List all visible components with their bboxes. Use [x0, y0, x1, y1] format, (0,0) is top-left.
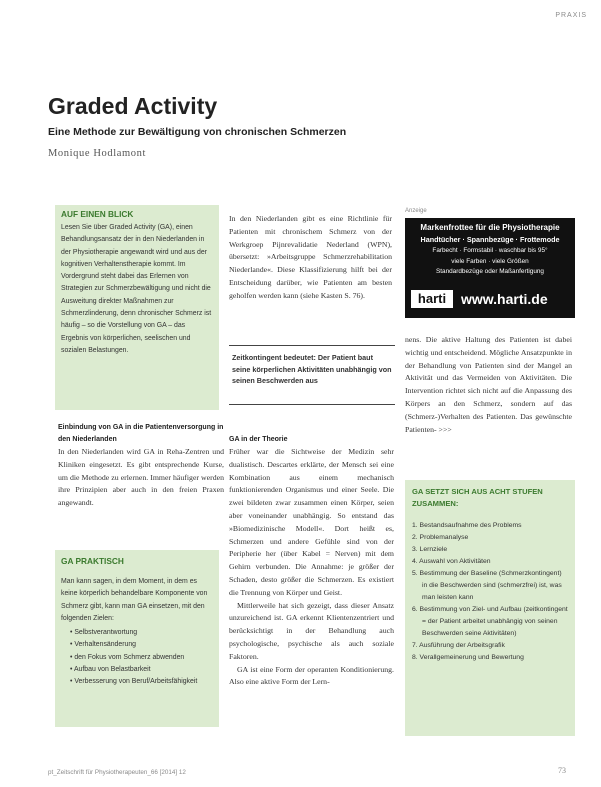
- harti-logo: harti: [411, 290, 453, 308]
- advertisement[interactable]: [405, 218, 575, 318]
- list-item: • Verbesserung von Beruf/Arbeitsfähigkeit: [70, 676, 213, 688]
- ad-line-4: viele Farben · viele Größen: [451, 257, 529, 265]
- step-item: 6. Bestimmung von Ziel- und Aufbau (zeitkontingent = der Patient arbeitet unabhängig von seinen Beschwerden seine Aktivitäten): [412, 606, 568, 637]
- list-item: • Aufbau von Belastbarkeit: [70, 664, 213, 676]
- practical-box: [55, 550, 219, 727]
- step-item: 7. Ausführung der Arbeitsgrafik: [412, 642, 505, 649]
- left-column-text: In den Niederlanden wird GA in Reha-Zentren und Kliniken eingesetzt. Es gibt entsprechende Kurse, um die Methode zu erlernen. Immer häufiger werden ihre Prinzipien aber auch in den freien Praxen angewandt.: [58, 447, 224, 508]
- footer-journal: pt_Zeitschrift für Physiotherapeuten_66 [2014] 12: [48, 769, 186, 776]
- page-number: 73: [558, 766, 566, 775]
- right-column-text: nens. Die aktive Haltung des Patienten ist dabei wichtig und entscheidend. Mögliche Ansatzpunkte in der Behandlung von Patienten sind der Mangel an Aktivität und das Vermeiden von Aktivitäten. Die Intervention richtet sich nicht auf die Anpassung des Körpers an den Schmerz, sondern auf das (Schmerz-)Verhalten des Patienten. Das gewünschte Patienten- >>>: [405, 335, 572, 434]
- steps-box: [405, 480, 575, 736]
- practical-box-title: GA PRAKTISCH: [61, 556, 124, 566]
- theory-heading: GA in der Theorie: [229, 436, 288, 443]
- practical-box-text: Man kann sagen, in dem Moment, in dem es keine körperlich behandelbare Komponente von Schmerz gibt, kann man GA einsetzen, mit den folgenden Zielen:: [61, 578, 208, 622]
- list-item: • den Fokus vom Schmerz abwenden: [70, 652, 213, 664]
- ad-line-5: Standardbezüge oder Maßanfertigung: [435, 268, 544, 275]
- theory-paragraph-2: Mittlerweile hat sich gezeigt, dass dieser Ansatz unzureichend ist. GA erkennt Klientenzentriert und berücksichtigt in der Behandlung auch psychologische, psychische als auch soziale Faktoren.: [229, 600, 394, 661]
- ad-line-3: Farbecht · Formstabil · waschbar bis 95°: [432, 247, 548, 254]
- theory-paragraph-3: GA ist eine Form der operanten Konditionierung. Also eine aktive Form der Lern-: [229, 664, 394, 687]
- ad-line-1: Markenfrottee für die Physiotherapie: [420, 223, 560, 232]
- ad-label: Anzeige: [405, 208, 427, 214]
- step-item: 1. Bestandsaufnahme des Problems: [412, 522, 522, 529]
- steps-list: [412, 520, 568, 664]
- middle-column-intro-text: In den Niederlanden gibt es eine Richtlinie für Patienten mit chronischem Schmerz von der Werkgroep Pijnrevalidatie Nederland (WPN), übersetzt: »Arbeitsgruppe Schmerzrehabilitation Niederlande«. Diese Klassifizierung hilft bei der Entscheidung darüber, wie Patienten am besten geholfen werden kann (siehe Kasten S. 76).: [229, 214, 392, 300]
- list-item: • Selbstverantwortung: [70, 627, 213, 639]
- step-item: 8. Verallgemeinerung und Bewertung: [412, 654, 524, 661]
- list-item: • Verhaltensänderung: [70, 639, 213, 651]
- middle-column-intro: [229, 213, 392, 303]
- glance-box: [55, 205, 219, 410]
- ad-line-2: Handtücher · Spannbezüge · Frottemode: [420, 235, 560, 244]
- theory-section: [229, 434, 394, 689]
- left-column: [58, 422, 224, 510]
- article-title: Graded Activity: [48, 93, 218, 119]
- glance-box-text: Lesen Sie über Graded Activity (GA), einen Behandlungsansatz der in den Niederlanden in der Physiotherapie angewandt wird und aus der kognitiven Verhaltenstherapie kommt. Im Vordergrund steht dabei das Erlernen von Strategien zur Schmerzbewältigung und nicht die Ausweitung direkter Maßnahmen zur Schmerzlinderung, denn chronischer Schmerz ist häufig – so die Vorstellung von GA – das Ergebnis von körperlichen, seelischen und sozialen Belastungen.: [61, 224, 212, 354]
- step-item: 3. Lernziele: [412, 546, 448, 553]
- pull-quote: [229, 345, 395, 405]
- ad-logo-row: [411, 288, 569, 312]
- ad-url[interactable]: www.harti.de: [461, 291, 548, 307]
- glance-box-title: AUF EINEN BLICK: [61, 209, 134, 219]
- left-column-heading: Einbindung von GA in die Patientenversorgung in den Niederlanden: [58, 424, 224, 443]
- practical-box-list: [61, 627, 213, 688]
- article-author: Monique Hodlamont: [48, 148, 146, 159]
- pull-quote-text: Zeitkontingent bedeutet: Der Patient baut seine körperlichen Aktivitäten unabhängig von seinen Beschwerden aus: [232, 353, 392, 385]
- theory-paragraph-1: Früher war die Sichtweise der Medizin sehr dualistisch. Descartes erklärte, der Mensch sei eine Kombination aus einem mechanisch funktionierenden Organismus und einer Seele. Die zwei bildeten zwar zusammen einen Körper, seien aber voneinander unabhängig. So entstand das »Biomedizinische Modell«. Dort heißt es, Schmerzen und andere Gefühle sind von der Peripherie her (über Kabel = Nerven) mit dem Gehirn verbunden. Die Annahme: je größer der Schaden, desto größer die Schmerzen. Es existiert die Trennung von Körper und Geist.: [229, 447, 394, 597]
- article-subtitle: Eine Methode zur Bewältigung von chronischen Schmerzen: [48, 126, 347, 138]
- steps-box-title: GA SETZT SICH AUS ACHT STUFEN ZUSAMMEN:: [412, 487, 543, 508]
- right-column: [405, 334, 572, 436]
- section-tag: PRAXIS: [555, 12, 587, 19]
- step-item: 5. Bestimmung der Baseline (Schmerzkontingent) in die Beschwerden sind (schmerzfrei) ist, was man leisten kann: [412, 570, 562, 601]
- step-item: 2. Problemanalyse: [412, 534, 469, 541]
- step-item: 4. Auswahl von Aktivitäten: [412, 558, 491, 565]
